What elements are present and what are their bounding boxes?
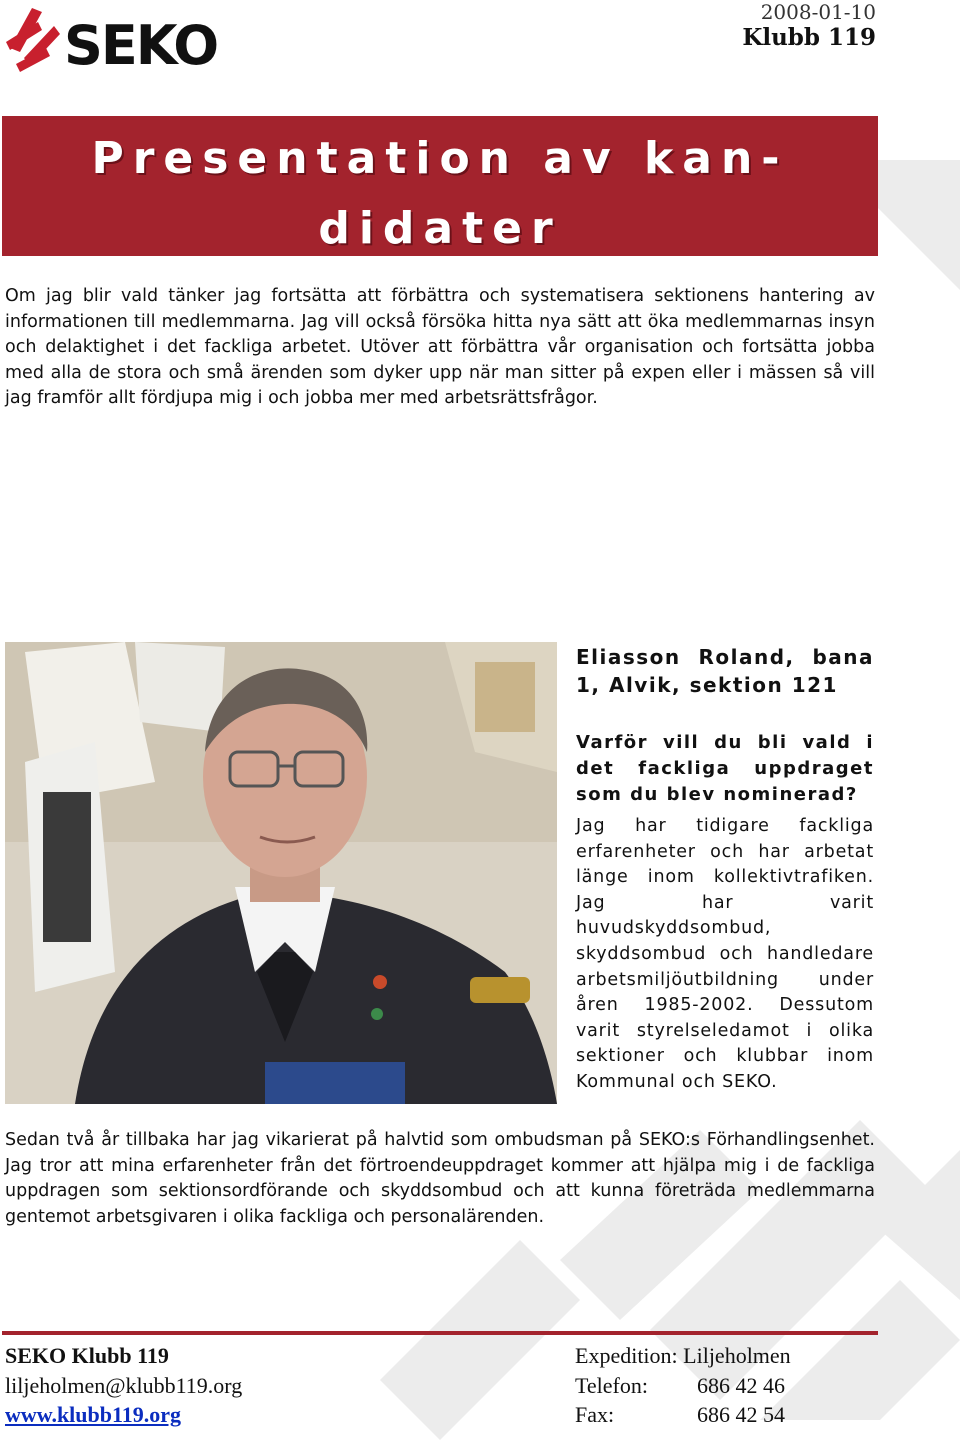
footer-divider: [2, 1331, 878, 1335]
footer-club-name: SEKO Klubb 119: [5, 1343, 169, 1368]
seko-logo-mark-icon: [6, 8, 60, 72]
candidate-name: Eliasson Roland, bana 1, Alvik, sektion 121: [576, 645, 874, 697]
footer-phone: 686 42 46: [697, 1373, 785, 1398]
footer-fax-label: Fax:: [575, 1402, 615, 1427]
footer-website-link[interactable]: www.klubb119.org: [5, 1402, 182, 1427]
page-title: [2, 124, 878, 264]
document-date: 2008-01-10: [760, 0, 876, 24]
seko-logo-text: SEKO: [64, 14, 218, 76]
club-name: Klubb 119: [742, 24, 876, 51]
candidate-question: Varför vill du bli vald i det fackliga uppdraget som du blev nominerad?: [576, 732, 874, 805]
title-banner: [2, 116, 878, 256]
candidate-answer: Jag har tidigare fackliga erfarenheter och har arbetat länge inom kollektivtrafiken. Jag har varit huvudskyddsombud, skyddsombud och handledare arbetsmiljöutbildning under åren 1985-2002. Dessutom varit styrelseledamot i olika sektioner och klubbar inom Kommunal och SEKO.: [576, 816, 874, 1092]
page-title-line-1: Presentation av kan-: [91, 133, 789, 184]
footer-fax: 686 42 54: [697, 1402, 785, 1427]
candidate-photo: [5, 642, 557, 1104]
candidate-answer-continued: Sedan två år tillbaka har jag vikarierat på halvtid som ombudsman på SEKO:s Förhandlingsenhet. Jag tror att mina erfarenheter från det förtroendeuppdraget kommer att hjälpa mig i de fackliga uppdragen som sektionsordförande och skyddsombud och att kunna företräda medlemmarna gentemot arbetsgivaren i olika fackliga och personalärenden.: [5, 1130, 875, 1227]
footer-email: liljeholmen@klubb119.org: [5, 1373, 243, 1398]
footer-phone-label: Telefon:: [575, 1373, 648, 1398]
seko-logo: [2, 2, 234, 76]
intro-paragraph: Om jag blir vald tänker jag fortsätta att förbättra och systematisera sektionens hantering av informationen till medlemmarna. Jag vill också försöka hitta nya sätt att öka medlemmarnas insyn och delaktighet i det fackliga arbetet. Utöver att förbättra vår organisation och fortsätta jobba med alla de stora och små ärenden som dyker upp när man sitter på expen eller i mässen så vill jag framför allt fördjupa mig i och jobba mer med arbetsrättsfrågor.: [5, 286, 875, 409]
page-title-line-2: didater: [318, 203, 562, 254]
footer-expedition: Expedition: Liljeholmen: [575, 1343, 791, 1368]
